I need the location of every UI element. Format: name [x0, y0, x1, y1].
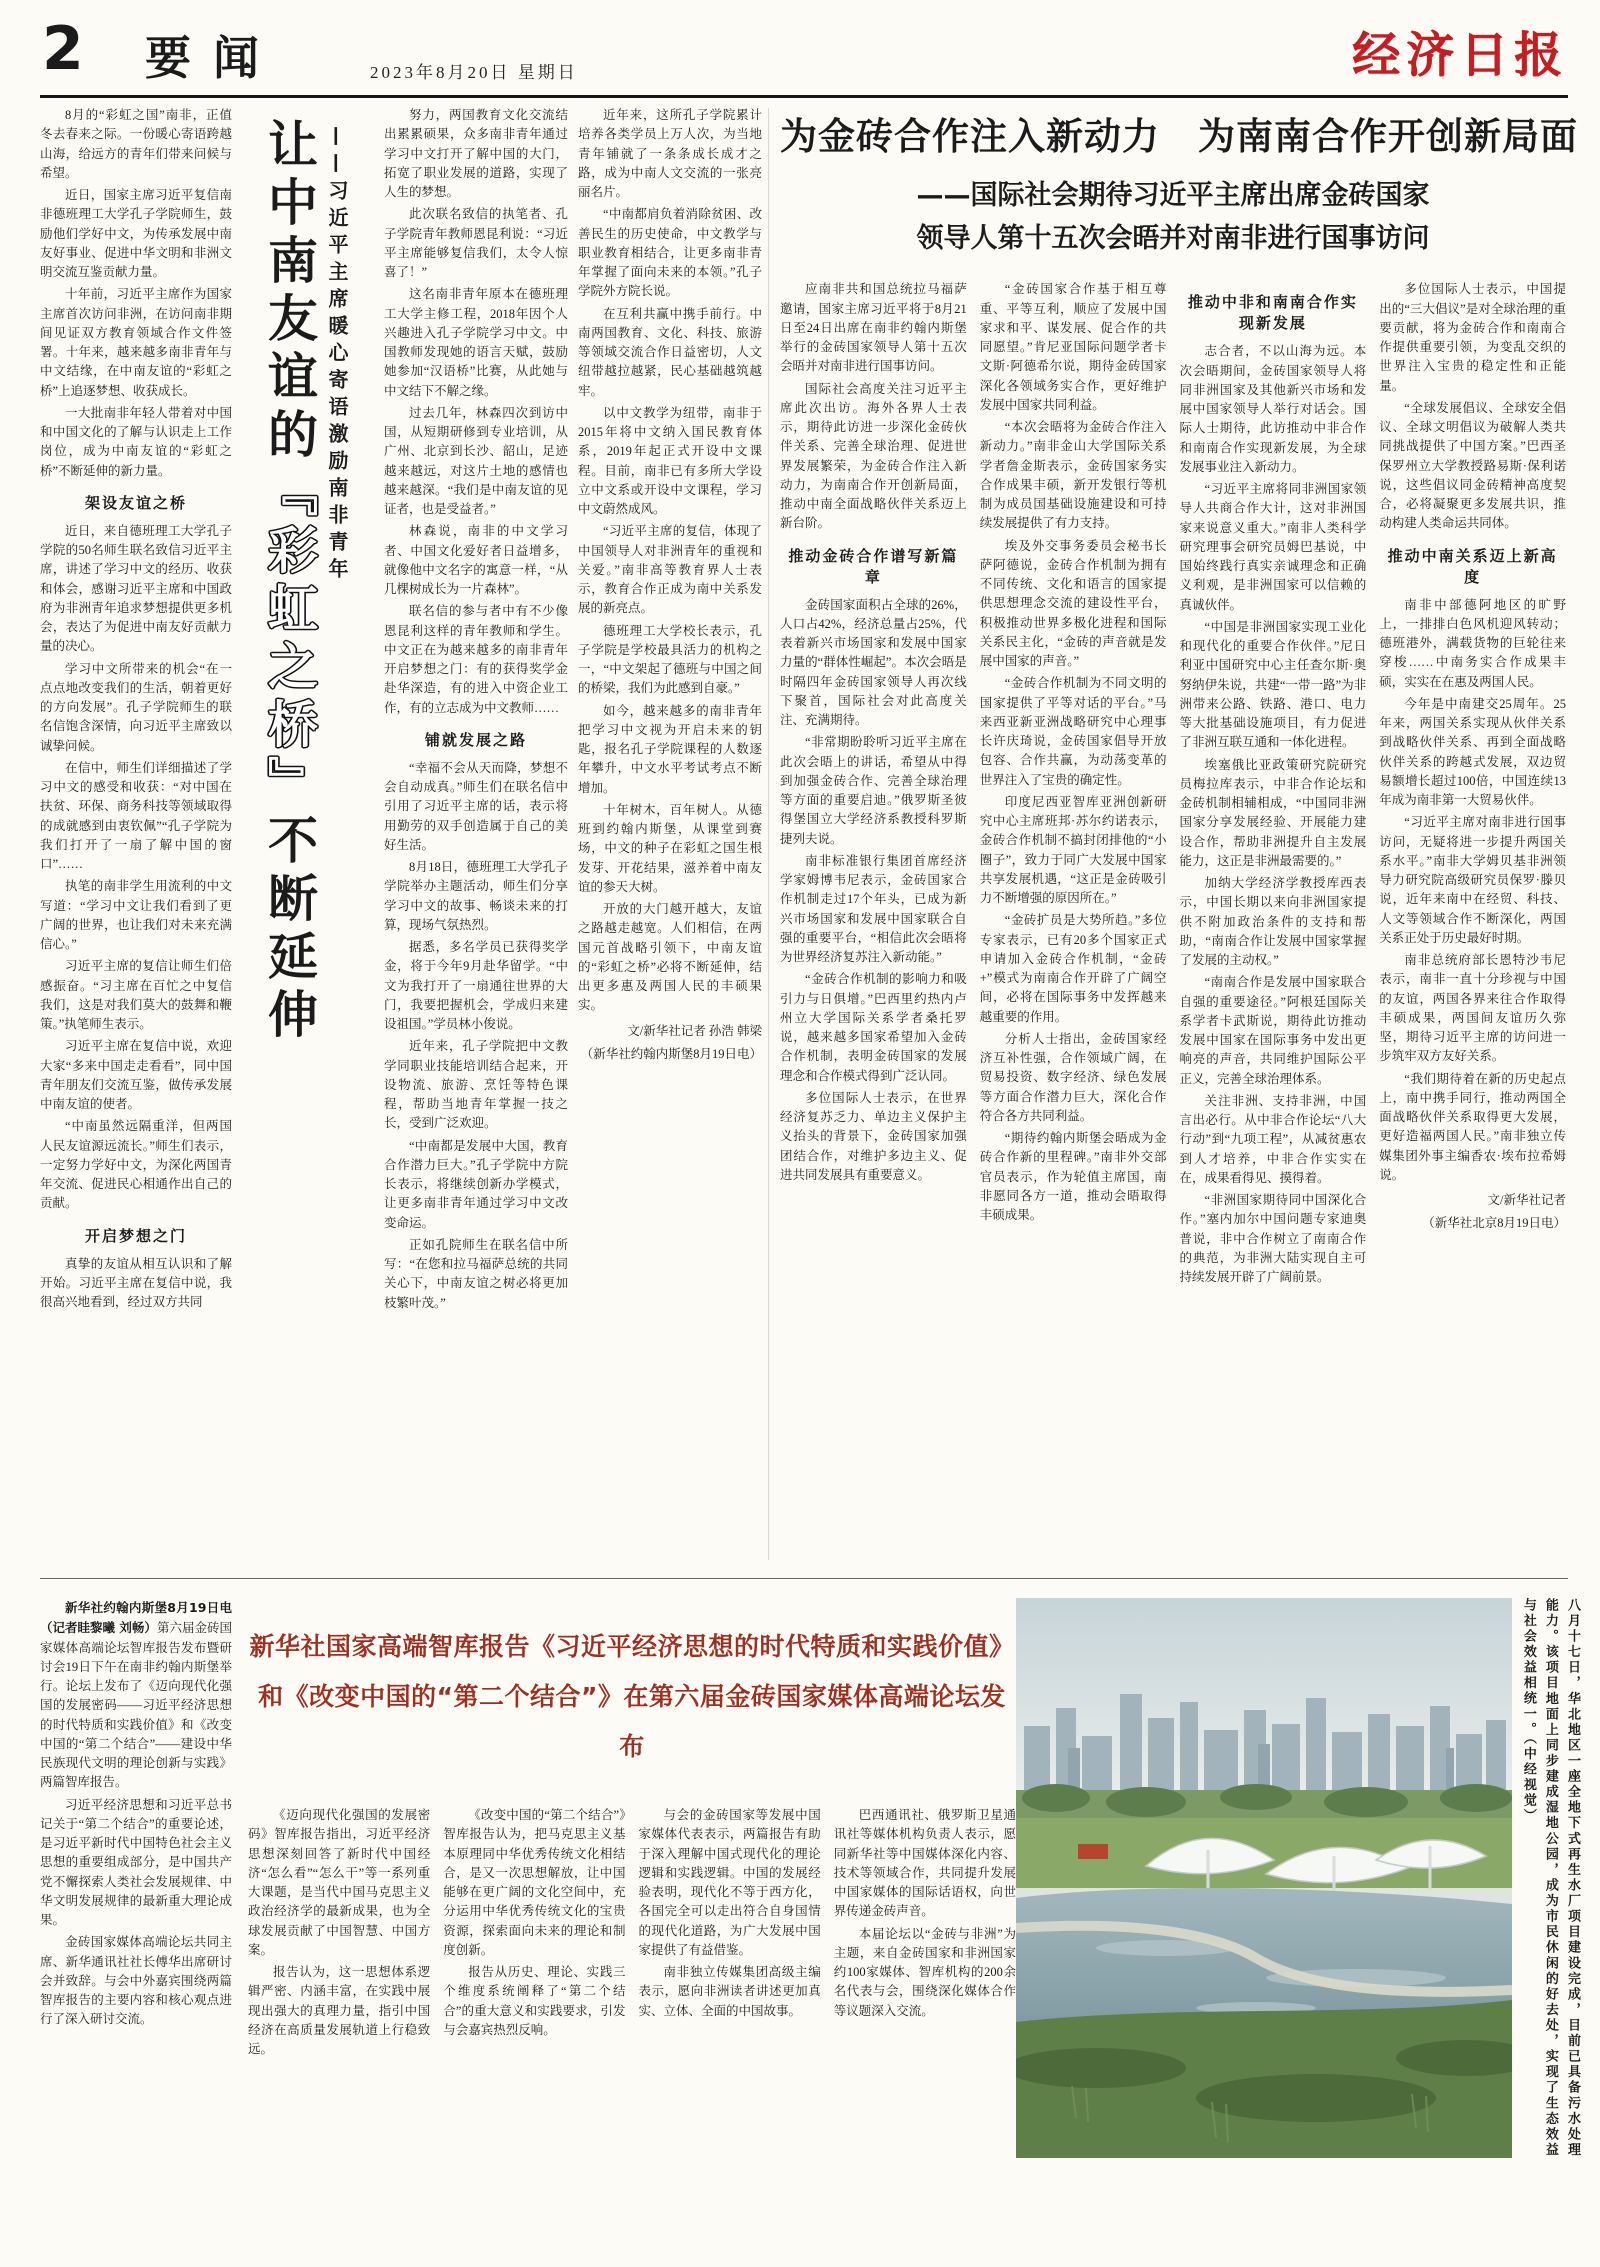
paragraph: 十年前，习近平主席作为国家主席首次访问非洲，在访问南非期间见证双方教育领域合作文件签署。十年来，越来越多南非青年与中文结缘，在中南友谊的“彩虹之桥”上追逐梦想、收获成长。 [40, 287, 232, 398]
title-suffix: 不断延伸 [260, 814, 318, 1046]
brics-column-2 [980, 280, 1167, 1560]
subheadline-line-1: ——国际社会期待习近平主席出席金砖国家 [916, 180, 1430, 211]
paragraph: 多位国际人士表示，中国提出的“三大倡议”是对全球治理的重要贡献，将为金砖合作和南南合作提供重要引领，为变乱交织的世界注入宝贵的稳定性和正能量。 [1379, 282, 1566, 393]
title-quoted: 『彩虹之桥』 [260, 466, 318, 814]
section-heading: 铺就发展之路 [424, 730, 527, 749]
article-vertical-title [260, 118, 318, 1564]
paragraph: 报告从历史、理论、实践三个维度系统阐释了“第二个结合”的重大意义和实践要求，引发与会嘉宾热烈反响。 [443, 1965, 626, 2037]
main-subheadline [780, 174, 1566, 260]
paragraph: “中南都肩负着消除贫困、改善民生的历史使命，中文教学与职业教育相结合，让更多南非青年掌握了面向未来的本领。”孔子学院外方院长说。 [578, 207, 762, 299]
paragraph: 据悉，多名学员已获得奖学金，将于今年9月赴华留学。“中文为我打开了一扇通往世界的大门，我要把握机会，学成归来建设祖国。”学员林小俊说。 [384, 940, 568, 1031]
paragraph: 这名南非青年原本在德班理工大学主修工程，2018年因个人兴趣进入孔子学院学习中文。中国教师发现她的语言天赋，鼓励她参加“汉语桥”比赛，从此她与中文结下不解之缘。 [384, 287, 568, 398]
paragraph: 近年来，孔子学院把中文教学同职业技能培训结合起来，开设物流、旅游、烹饪等特色课程，帮助当地青年掌握一技之长，受到广泛欢迎。 [384, 1039, 568, 1131]
paragraph: 真挚的友谊从相互认识和了解开始。习近平主席在复信中说，我很高兴地看到，经过双方共同 [40, 1256, 232, 1309]
rainbow-column-1 [40, 106, 232, 1564]
forum-banner-headline [248, 1622, 1016, 1772]
rainbow-title-block [242, 106, 374, 1564]
main-article-body [780, 280, 1566, 1560]
paragraph: “中国是非洲国家实现工业化和现代化的重要合作伙伴。”尼日利亚中国研究中心主任查尔斯·奥努纳伊朱说，共建“一带一路”为非洲带来公路、铁路、港口、电力等大批基础设施项目，有力促进了非洲互联互通和一体化进程。 [1179, 619, 1367, 750]
byline: 文/新华社记者 孙浩 韩梁 [627, 1023, 762, 1038]
brics-column-3 [1180, 280, 1367, 1560]
paragraph: 南非独立传媒集团高级主编表示，愿向非洲读者讲述更加真实、立体、全面的中国故事。 [638, 1965, 821, 2018]
paragraph: 在信中，师生们详细描述了学习中文的感受和收获：“对中国在扶贫、环保、商务科技等领域取得的成就感到由衷钦佩”“孔子学院为我们打开了一扇了解中国的窗口”…… [40, 760, 232, 871]
paragraph: “习近平主席将同非洲国家领导人共商合作大计，这对非洲国家来说意义重大。”南非人类科学研究理事会研究员姆巴基说，中国始终践行真实亲诚理念和正确义利观，是非洲国家可以信赖的真诚伙伴。 [1179, 482, 1367, 612]
page-header [40, 14, 1568, 92]
paragraph: 南非中部德阿地区的旷野上，一排排白色风机迎风转动；德班港外，满载货物的巨轮往来穿梭……中南务实合作成果丰硕，实实在在惠及两国人民。 [1379, 597, 1566, 689]
section-heading: 推动中非和南南合作实现新发展 [1187, 293, 1358, 333]
forum-banner-line-2: 和《改变中国的“第二个结合”》在第六届金砖国家媒体高端论坛发布 [258, 1682, 1006, 1761]
section-heading: 推动金砖合作谱写新篇章 [788, 546, 959, 586]
forum-column-4 [834, 1806, 1016, 2248]
article-vertical-subtitle: ——习近平主席暖心寄语激励南非青年 [325, 126, 349, 585]
paragraph: 报告认为，这一思想体系逻辑严密、内涵丰富，在实践中展现出强大的真理力量，指引中国经济在高质量发展轨道上行稳致远。 [248, 1965, 431, 2056]
paragraph: 努力，两国教育文化交流结出累累硕果，众多南非青年通过学习中文打开了解中国的大门，拓宽了职业发展的道路，实现了人生的梦想。 [384, 108, 568, 199]
paragraph: “本次会晤将为金砖合作注入新动力。”南非金山大学国际关系学者詹金斯表示，金砖国家务实合作成果丰硕，新开发银行等机制为成员国基础设施建设和可持续发展提供了有力支持。 [979, 420, 1167, 531]
forum-intro-column [40, 1598, 232, 2248]
paragraph: 印度尼西亚智库亚洲创新研究中心主席班邦·苏尔约诺表示，金砖合作机制不搞封闭排他的“小圈子”，致力于同广大发展中国家共享发展机遇，“这正是金砖吸引力不断增强的原因所在。” [979, 794, 1167, 906]
news-photo [1016, 1598, 1512, 2158]
title-prefix: 让中南友谊的 [260, 118, 318, 466]
paragraph: 金砖国家面积占全球的26%，人口占42%，经济总量占25%，代表着新兴市场国家和发展中国家力量的“群体性崛起”。本次会晤是时隔四年金砖国家领导人再次线下聚首，国际社会对此高度关注、充满期待。 [780, 597, 967, 728]
column-divider [768, 108, 769, 1560]
paragraph: 如今，越来越多的南非青年把学习中文视为开启未来的钥匙，报名孔子学院课程的人数逐年攀升，中文水平考试考点不断增加。 [578, 703, 762, 795]
paragraph: 加纳大学经济学教授库西表示，中国长期以来向非洲国家提供不附加政治条件的支持和帮助，“南南合作让发展中国家掌握了发展的主动权。” [1179, 876, 1367, 968]
forum-column-2 [443, 1806, 625, 2248]
paragraph: 志合者，不以山海为远。本次会晤期间，金砖国家领导人将同非洲国家及其他新兴市场和发展中国家领导人举行对话会。国际人士期待，此访推动中非合作和南南合作实现新发展，为全球发展事业注入新动力。 [1179, 344, 1367, 474]
paragraph: “期待约翰内斯堡会晤成为金砖合作新的里程碑。”南非外交部官员表示，作为轮值主席国，南非愿同各方一道，推动会晤取得丰硕成果。 [979, 1131, 1167, 1223]
page-number: 2 [42, 14, 84, 84]
subheadline-line-2: 领导人第十五次会晤并对南非进行国事访问 [916, 223, 1430, 255]
photo-caption: 八月十七日，华北地区一座全地下式再生水厂项目建设完成，目前已具备污水处理能力。该项目地面上同步建成湿地公园，成为市民休闲的好去处，实现了生态效益与社会效益相统一。（中经视觉） [1521, 1598, 1581, 2158]
forum-column-1 [248, 1806, 430, 2248]
paragraph: 德班理工大学校长表示，孔子学院是学校最具活力的机构之一，“中文架起了德班与中国之间的桥梁，我们为此感到自豪。” [578, 623, 762, 696]
paragraph: “中南虽然远隔重洋，但两国人民友谊源远流长。”师生们表示，一定努力学好中文，为深化两国青年交流、促进民心相通作出自己的贡献。 [40, 1119, 232, 1211]
paragraph: 此次联名致信的执笔者、孔子学院青年教师恩昆利说：“习近平主席能够复信我们，太令人惊喜了！” [384, 207, 568, 279]
paragraph: 多位国际人士表示，在世界经济复苏乏力、单边主义保护主义抬头的背景下，金砖国家加强团结合作，对维护多边主义、促进共同发展具有重要意义。 [780, 1090, 967, 1182]
paragraph: 本届论坛以“金砖与非洲”为主题，来自金砖国家和非洲国家约100家媒体、智库机构的200余名代表与会，围绕深化媒体合作等议题深入交流。 [833, 1926, 1016, 2018]
paragraph: 南非总统府部长恩特沙韦尼表示，南非一直十分珍视与中国的友谊，两国各界来往合作取得丰硕成果，两国间友谊历久弥坚，期待习近平主席的访问进一步筑牢双方友好关系。 [1379, 953, 1566, 1064]
paragraph: 埃塞俄比亚政策研究院研究员梅拉库表示，中非合作论坛和金砖机制相辅相成，“中国同非洲国家分享发展经验、开展能力建设合作，帮助非洲提升自主发展能力，这正是非洲最需要的。” [1179, 757, 1367, 868]
paragraph: “金砖合作机制为不同文明的国家提供了平等对话的平台。”马来西亚新亚洲战略研究中心理事长许庆琦说，金砖国家倡导开放包容、合作共赢，为动荡变革的世界注入了宝贵的确定性。 [979, 676, 1167, 787]
paragraph: 《改变中国的“第二个结合”》智库报告认为，把马克思主义基本原理同中华优秀传统文化相结合，是又一次思想解放，让中国能够在更广阔的文化空间中，充分运用中华优秀传统文化的宝贵资源，探索面向未来的理论和制度创新。 [443, 1808, 626, 1957]
brics-column-4 [1379, 280, 1566, 1560]
paragraph: 与会的金砖国家等发展中国家媒体代表表示，两篇报告有助于深入理解中国式现代化的理论逻辑和实践逻辑。中国的发展经验表明，现代化不等于西方化，各国完全可以走出符合自身国情的现代化道路，为广大发展中国家提供了有益借鉴。 [638, 1808, 821, 1957]
paragraph: 学习中文所带来的机会“在一点点地改变我们的生活，朝着更好的方向发展”。孔子学院师生的联名信饱含深情，向习近平主席致以诚挚问候。 [40, 661, 232, 753]
park-photo-image [1016, 1598, 1512, 2158]
paragraph: “幸福不会从天而降，梦想不会自动成真。”师生们在联名信中引用了习近平主席的话，表示将用勤劳的双手创造属于自己的美好生活。 [384, 760, 568, 852]
paragraph: 正如孔院师生在联名信中所写：“在您和拉马福萨总统的共同关心下，中南友谊之树必将更加枝繁叶茂。” [384, 1237, 568, 1310]
paragraph: “金砖合作机制的影响力和吸引力与日俱增。”巴西里约热内卢州立大学国际关系学者桑托罗说，越来越多国家希望加入金砖合作机制，表明金砖国家的发展理念和合作模式得到广泛认同。 [780, 972, 967, 1083]
paragraph: “金砖国家合作基于相互尊重、平等互利，顺应了发展中国家求和平、谋发展、促合作的共同愿望。”肯尼亚国际问题学者卡文斯·阿德希尔说，期待金砖国家深化各领域务实合作，更好维护发展中国家共同利益。 [979, 282, 1167, 412]
paragraph: “非常期盼聆听习近平主席在此次会晤上的讲话，希望从中得到加强金砖合作、完善全球治理等方面的重要启迪。”俄罗斯圣彼得堡国立大学经济系教授科罗斯捷列夫说。 [780, 735, 967, 846]
paragraph: 南非标准银行集团首席经济学家姆博韦尼表示，金砖国家合作机制走过17个年头，已成为新兴市场国家和发展中国家联合自强的重要平台，“相信此次会晤将为世界经济复苏注入新动能。” [780, 853, 967, 965]
paragraph: 过去几年，林森四次到访中国，从短期研修到专业培训，从广州、北京到长沙、韶山，足迹越来越远，对这片土地的感情也越来越深。“我们是中南友谊的见证者，也是受益者。” [384, 405, 568, 516]
forum-column-3 [639, 1806, 821, 2248]
paragraph: 分析人士指出，金砖国家经济互补性强，合作领域广阔，在贸易投资、数字经济、绿色发展等方面合作潜力巨大，深化合作符合各方共同利益。 [979, 1031, 1167, 1123]
paragraph: 开放的大门越开越大，友谊之路越走越宽。人们相信，在两国元首战略引领下，中南友谊的“彩虹之桥”必将不断延伸，结出更多惠及两国人民的丰硕果实。 [578, 902, 762, 1013]
paragraph: 应南非共和国总统拉马福萨邀请，国家主席习近平将于8月21日至24日出席在南非约翰内斯堡举行的金砖国家领导人第十五次会晤并对南非进行国事访问。 [780, 282, 967, 374]
rainbow-column-3 [578, 106, 762, 1564]
section-divider [40, 1578, 1568, 1579]
rainbow-column-2 [384, 106, 568, 1564]
paragraph: 8月18日，德班理工大学孔子学院举办主题活动，师生们分享学习中文的故事、畅谈未来的打算，现场气氛热烈。 [384, 860, 568, 932]
paragraph: 近日，国家主席习近平复信南非德班理工大学孔子学院师生，鼓励他们学好中文，为传承发展中南友好事业、促进中华文明和非洲文明交流互鉴贡献力量。 [40, 188, 232, 279]
edition-date: 2023年8月20日 星期日 [370, 63, 578, 82]
paragraph: 新华社约翰内斯堡8月19日电（记者眭黎曦 刘畅）第六届金砖国家媒体高端论坛智库报告发布暨研讨会19日下午在南非约翰内斯堡举行。论坛上发布了《迈向现代化强国的发展密码——习近平经济思想的时代特质和实践价值》和《改变中国的“第二个结合”——建设中华民族现代文明的理论创新与实践》两篇智库报告。 [40, 1600, 232, 1790]
paragraph: 以中文教学为纽带，南非于2015年将中文纳入国民教育体系，2019年起正式开设中文课程。目前，南非已有多所大学设立中文系或开设中文课程，学习中文蔚然成风。 [578, 405, 762, 516]
newspaper-masthead: 经济日报 [1351, 27, 1568, 83]
paragraph: “中南都是发展中大国，教育合作潜力巨大。”孔子学院中方院长表示，将继续创新办学模式，让更多南非青年通过学习中文改变命运。 [384, 1138, 568, 1230]
section-heading: 推动中南关系迈上新高度 [1387, 546, 1558, 586]
section-heading: 架设友谊之桥 [84, 493, 187, 512]
brics-column-1 [780, 280, 967, 1560]
header-rule [40, 95, 1568, 98]
paragraph: “我们期待着在新的历史起点上，南中携手同行，推动两国全面战略伙伴关系取得更大发展，更好造福两国人民。”南非独立传媒集团外事主编香农·埃布拉希姆说。 [1379, 1071, 1566, 1182]
paragraph: 国际社会高度关注习近平主席此次出访。海外各界人士表示，期待此访进一步深化金砖伙伴关系、完善全球治理、促进世界发展繁荣，为金砖合作注入新动力，为南南合作开创新局面，推动中南全面战略伙伴关系迈上新台阶。 [780, 381, 967, 531]
byline: 文/新华社记者 [1487, 1193, 1566, 1208]
paragraph: 习近平主席在复信中说，欢迎大家“多来中国走走看看”，同中国青年朋友们交流互鉴，做传承发展中南友谊的使者。 [40, 1039, 232, 1111]
paragraph: “金砖扩员是大势所趋。”多位专家表示，已有20多个国家正式申请加入金砖合作机制，“金砖+”模式为南南合作开辟了广阔空间，必将在国际事务中发挥越来越重要的作用。 [979, 913, 1167, 1024]
main-headline: 为金砖合作注入新动力 为南南合作开创新局面 [780, 115, 1578, 158]
paragraph: “南南合作是发展中国家联合自强的重要途径。”阿根廷国际关系学者卡武斯说，期待此访推动发展中国家在国际事务中发出更响亮的声音，共同维护国际公平正义，完善全球治理体系。 [1179, 975, 1367, 1086]
paragraph: 近年来，这所孔子学院累计培养各类学员上万人次，为当地青年铺就了一条条成长成才之路，成为中南人文交流的一张亮丽名片。 [578, 108, 762, 199]
paragraph: 金砖国家媒体高端论坛共同主席、新华通讯社社长傅华出席研讨会并致辞。与会中外嘉宾围绕两篇智库报告的主要内容和核心观点进行了深入研讨交流。 [40, 1935, 232, 2027]
paragraph: 习近平主席的复信让师生们倍感振奋。“习主席在百忙之中复信我们，这是对我们莫大的鼓舞和鞭策。”执笔师生表示。 [40, 959, 232, 1031]
paragraph: 关注非洲、支持非洲，中国言出必行。从中非合作论坛“八大行动”到“九项工程”，从减贫惠农到人才培养，中非合作实实在在，成果看得见、摸得着。 [1179, 1093, 1367, 1185]
paragraph: 一大批南非年轻人带着对中国和中国文化的了解与认识走上工作岗位，成为中南友谊的“彩虹之桥”不断延伸的新力量。 [40, 405, 232, 478]
section-heading: 开启梦想之门 [84, 1226, 187, 1245]
paragraph: 今年是中南建交25周年。25年来，两国关系实现从伙伴关系到战略伙伴关系、再到全面战略伙伴关系的跨越式发展，双边贸易额增长超过100倍，中国连续13年成为南非第一大贸易伙伴。 [1379, 696, 1566, 808]
section-title: 要闻 [145, 31, 281, 85]
paragraph: 林森说，南非的中文学习者、中国文化爱好者日益增多，就像他中文名字的寓意一样，“从几棵树成长为一片森林”。 [384, 524, 568, 596]
paragraph: 近日，来自德班理工大学孔子学院的50名师生联名致信习近平主席，讲述了学习中文的经历、收获和体会，感谢习近平主席和中国政府为非洲青年追求梦想提供更多机会，表达了为促进中南友好贡献力量的决心。 [40, 523, 232, 654]
paragraph: 在互利共赢中携手前行。中南两国教育、文化、科技、旅游等领域交流合作日益密切，人文纽带越拉越紧，民心基础越筑越牢。 [578, 306, 762, 398]
paragraph: “习近平主席对南非进行国事访问，无疑将进一步提升两国关系水平。”南非大学姆贝基非洲领导力研究院高级研究员保罗·滕贝说，近年来南中在经贸、科技、人文等领域合作不断深化，两国关系正处于历史最好时期。 [1379, 815, 1566, 945]
article-brics-summit [780, 106, 1578, 1564]
paragraph: 《迈向现代化强国的发展密码》智库报告指出，习近平经济思想深刻回答了新时代中国经济“怎么看”“怎么干”等一系列重大课题，是当代中国马克思主义政治经济学的最新成果，也为全球发展贡献了中国智慧、中国方案。 [248, 1808, 431, 1957]
paragraph: 巴西通讯社、俄罗斯卫星通讯社等媒体机构负责人表示，愿同新华社等中国媒体深化内容、技术等领域合作，共同提升发展中国家媒体的国际话语权，向世界传递金砖声音。 [833, 1808, 1016, 1919]
byline: （新华社北京8月19日电） [1422, 1216, 1566, 1231]
paragraph: 埃及外交事务委员会秘书长萨阿德说，金砖合作机制为拥有不同传统、文化和语言的国家提供思想理念交流的建设性平台，积极推动世界多极化进程和国际关系民主化，“金砖的声音就是发展中国家的声音。” [979, 538, 1167, 669]
byline: （新华社约翰内斯堡8月19日电） [580, 1046, 762, 1061]
paragraph: 8月的“彩虹之国”南非，正值冬去春来之际。一份暖心寄语跨越山海，给远方的青年们带来问候与希望。 [40, 108, 232, 180]
forum-article-body [248, 1806, 1016, 2248]
paragraph: “习近平主席的复信，体现了中国领导人对非洲青年的重视和关爱。”南非高等教育界人士表示，教育合作正成为南中关系发展的新亮点。 [578, 524, 762, 616]
paragraph: 执笔的南非学生用流利的中文写道：“学习中文让我们看到了更广阔的世界，也让我们对未来充满信心。” [40, 879, 232, 951]
paragraph: “非洲国家期待同中国深化合作。”塞内加尔中国问题专家迪奥普说，非中合作树立了南南合作的典范，为非洲大陆实现自主可持续发展开辟了广阔前景。 [1179, 1193, 1367, 1285]
paragraph: “全球发展倡议、全球安全倡议、全球文明倡议为破解人类共同挑战提供了中国方案。”巴西圣保罗州立大学教授路易斯·保利诺说，这些倡议同金砖精神高度契合，必将凝聚更多发展共识，推动构建人类命运共同体。 [1379, 400, 1566, 531]
forum-banner-line-1: 新华社国家高端智库报告《习近平经济思想的时代特质和实践价值》 [249, 1632, 1015, 1661]
paragraph: 习近平经济思想和习近平总书记关于“第二个结合”的重要论述，是习近平新时代中国特色社会主义思想的重要组成部分，是中国共产党不懈探索人类社会发展规律、中华文明发展规律的最新重大理论成果。 [40, 1797, 232, 1927]
article-rainbow-bridge [40, 106, 762, 1564]
paragraph: 联名信的参与者中有不少像恩昆利这样的青年教师和学生。中文正在为越来越多的南非青年开启梦想之门：有的获得奖学金赴华深造，有的进入中资企业工作，有的立志成为中文教师…… [384, 604, 568, 715]
paragraph: 十年树木，百年树人。从德班到约翰内斯堡，从课堂到赛场，中文的种子在彩虹之国生根发芽、开花结果，滋养着中南友谊的参天大树。 [578, 802, 762, 894]
